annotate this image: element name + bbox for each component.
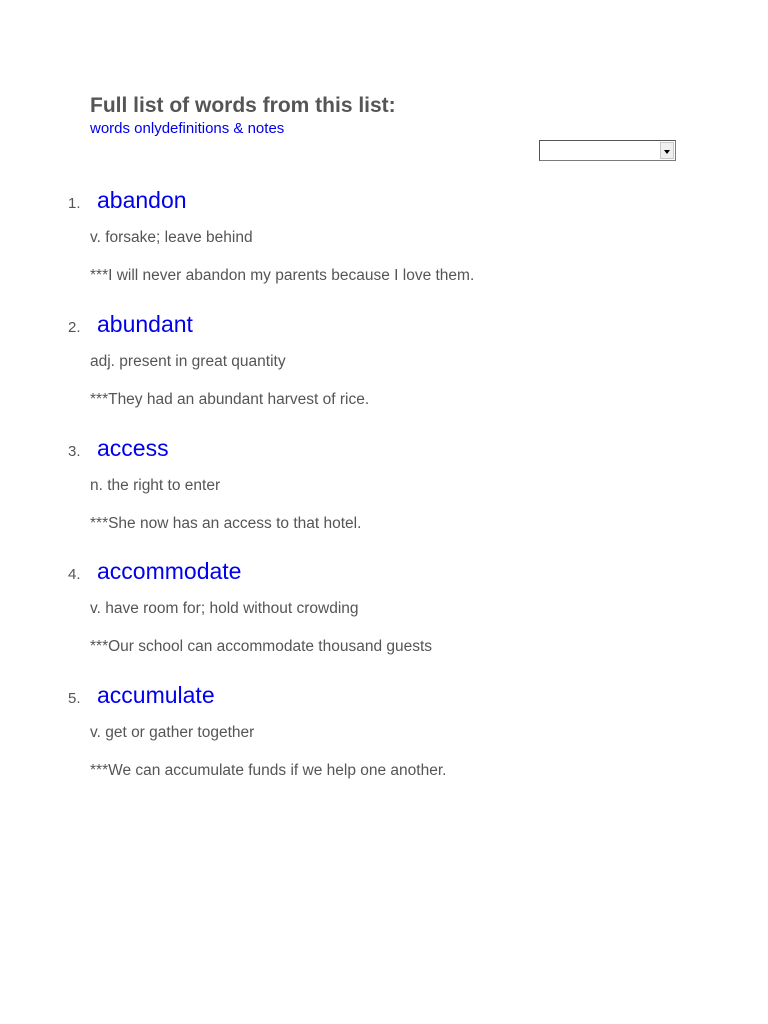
- word-link[interactable]: abandon: [97, 187, 187, 213]
- word-definition: n. the right to enter: [90, 477, 221, 494]
- item-number: 3.: [68, 443, 81, 460]
- page-title: Full list of words from this list:: [90, 94, 396, 117]
- word-definition: v. have room for; hold without crowding: [90, 600, 359, 617]
- sort-dropdown[interactable]: [539, 140, 676, 161]
- word-definition: adj. present in great quantity: [90, 353, 286, 370]
- chevron-down-icon[interactable]: [660, 142, 674, 159]
- word-note: ***She now has an access to that hotel.: [90, 515, 362, 532]
- item-number: 1.: [68, 195, 81, 212]
- word-definition: v. forsake; leave behind: [90, 229, 253, 246]
- list-header: [90, 93, 396, 138]
- view-mode-links: [90, 120, 396, 138]
- word-link[interactable]: access: [97, 435, 169, 461]
- definitions-notes-link[interactable]: definitions & notes: [161, 120, 285, 137]
- word-link[interactable]: abundant: [97, 311, 193, 337]
- word-note: ***We can accumulate funds if we help one another.: [90, 762, 447, 779]
- word-note: ***Our school can accommodate thousand guests: [90, 638, 433, 655]
- item-number: 5.: [68, 690, 81, 707]
- word-definition: v. get or gather together: [90, 724, 255, 741]
- words-only-link[interactable]: words only: [90, 120, 162, 137]
- word-link[interactable]: accumulate: [97, 682, 215, 708]
- item-number: 2.: [68, 319, 81, 336]
- item-number: 4.: [68, 566, 81, 583]
- word-note: ***I will never abandon my parents because I love them.: [90, 267, 475, 284]
- word-note: ***They had an abundant harvest of rice.: [90, 391, 370, 408]
- word-link[interactable]: accommodate: [97, 558, 242, 584]
